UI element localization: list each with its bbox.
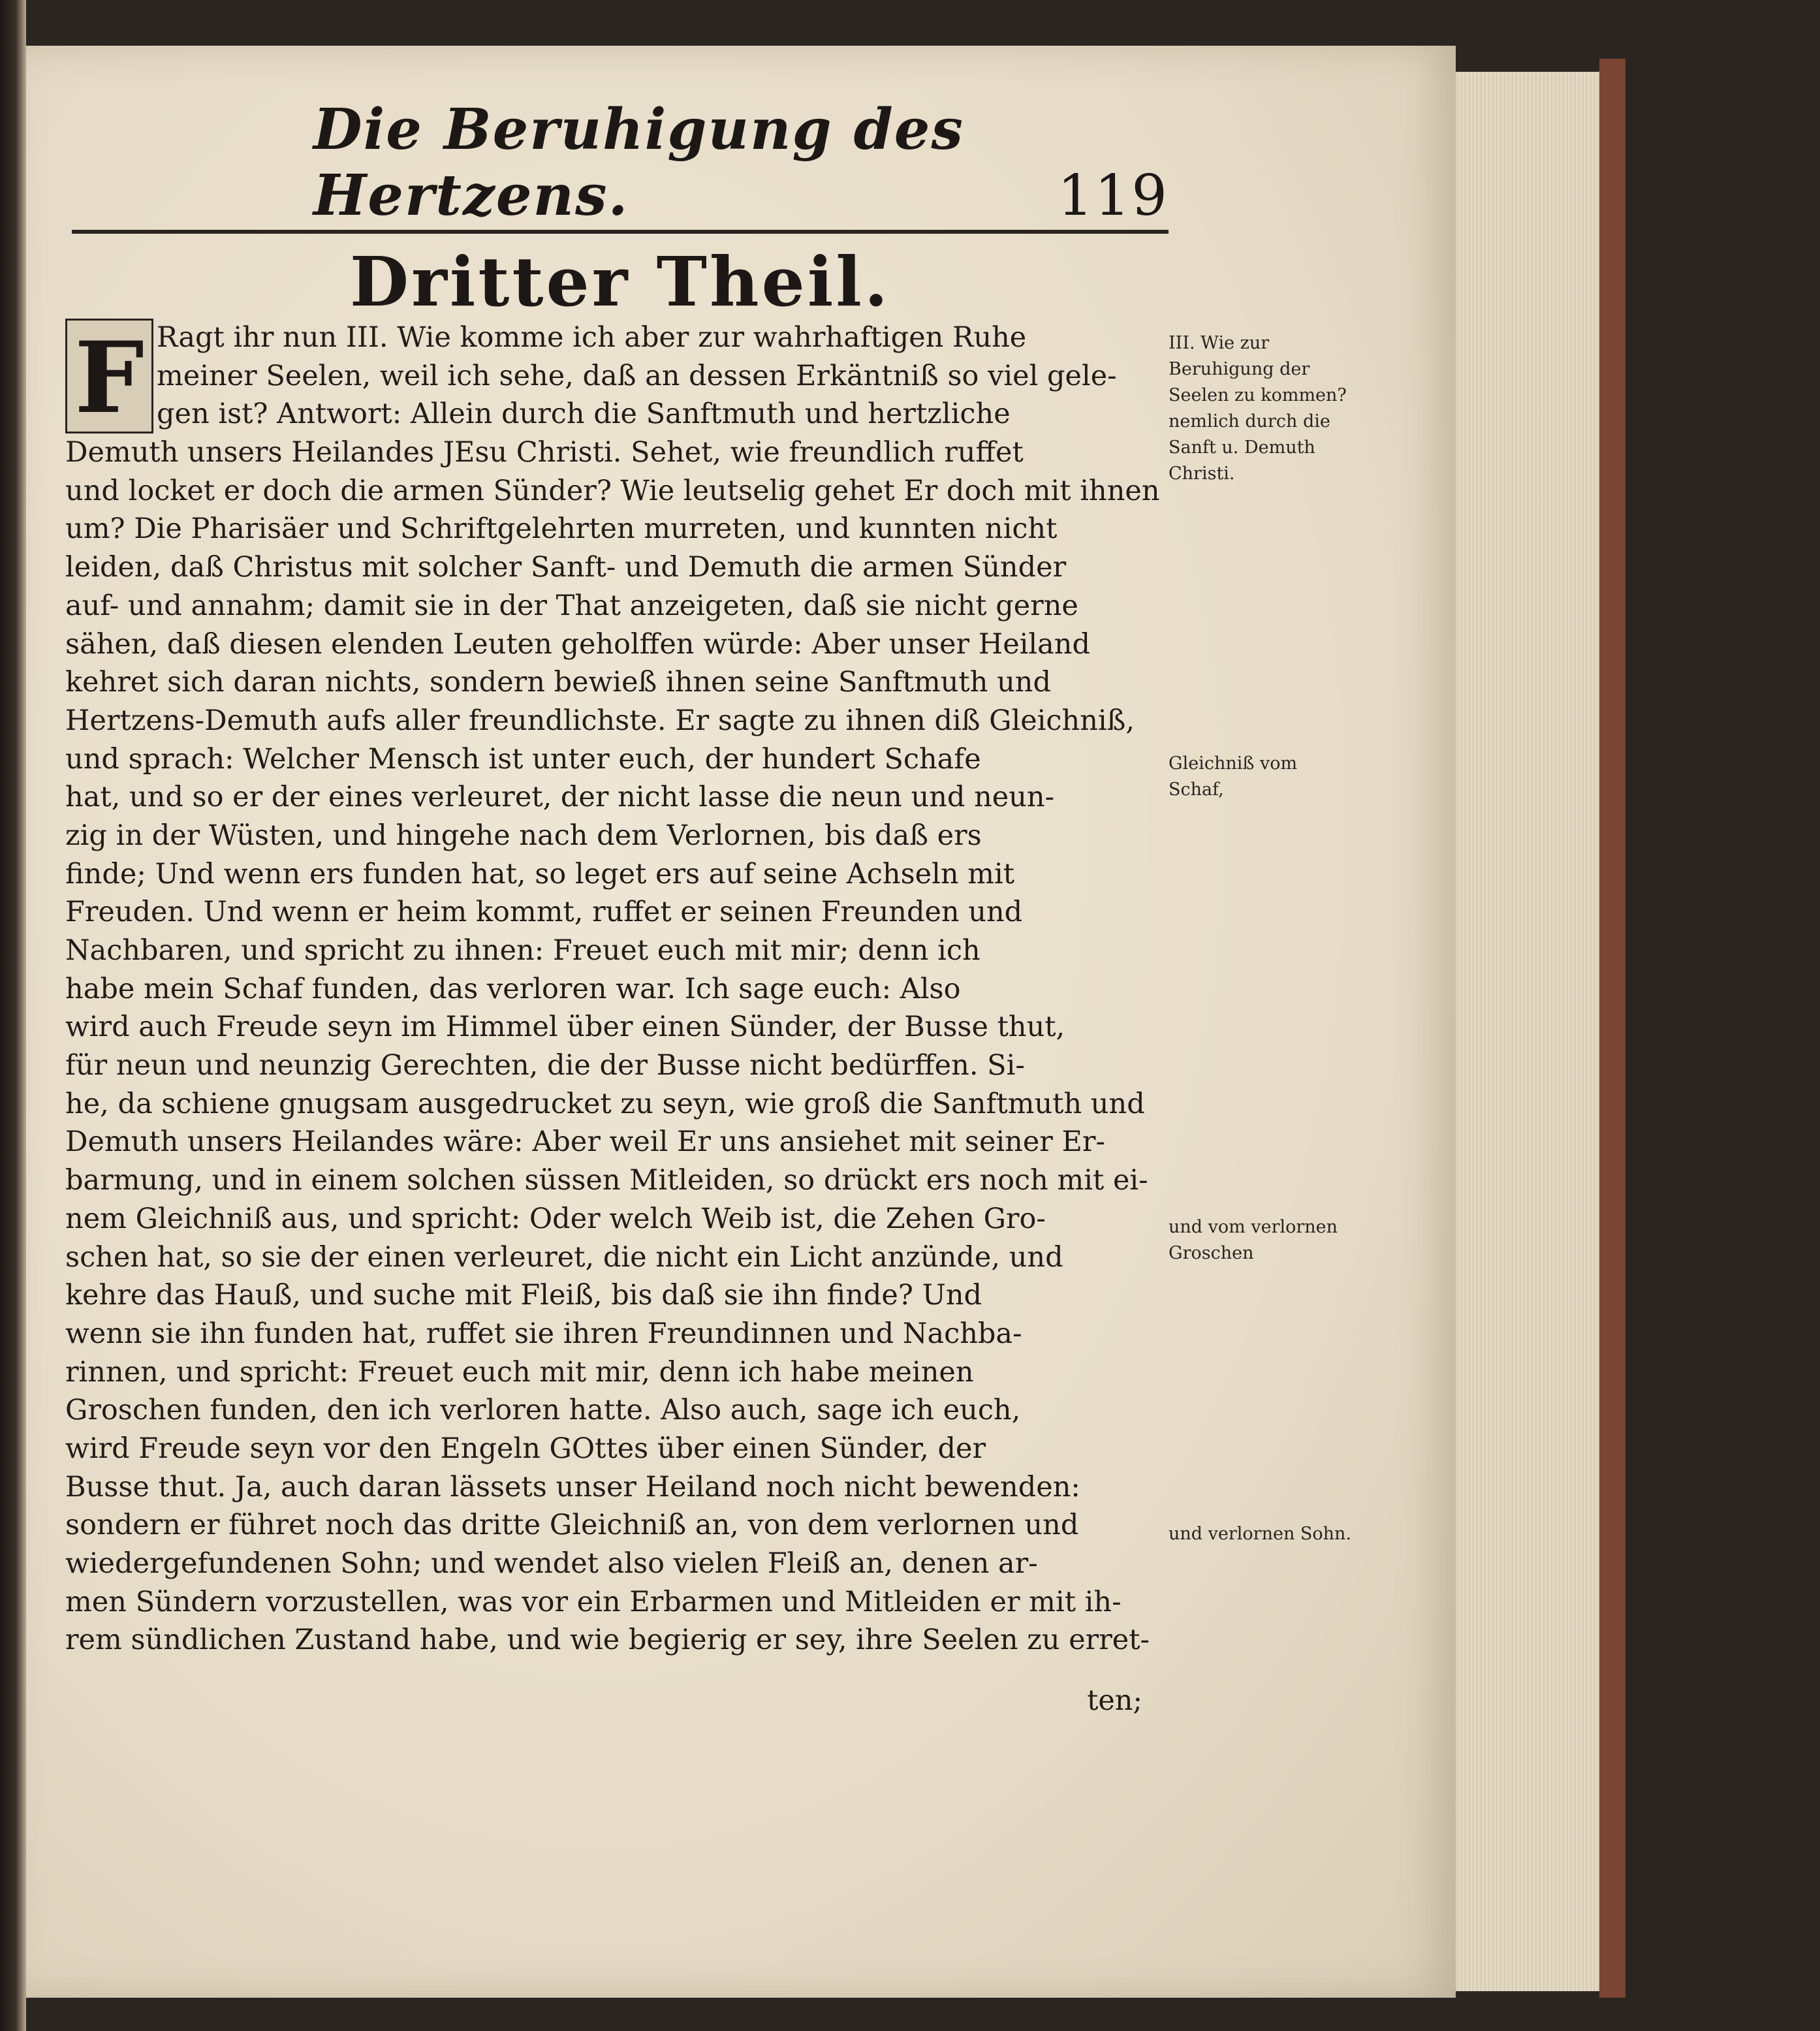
page-number: 119 [1057, 163, 1169, 228]
text-line: Demuth unsers Heilandes wäre: Aber weil Er uns ansiehet mit seiner Er- [65, 1126, 1105, 1159]
text-line: gen ist? Antwort: Allein durch die Sanftmuth und hertzliche [157, 398, 1011, 431]
text-line: Groschen funden, den ich verloren hatte. Also auch, sage ich euch, [65, 1394, 1021, 1427]
text-line: wiedergefundenen Sohn; und wendet also vielen Fleiß an, denen ar- [65, 1547, 1038, 1580]
section-title: Dritter Theil. [349, 242, 891, 322]
text-line: habe mein Schaf funden, das verloren war. Ich sage euch: Also [65, 972, 961, 1005]
margin-note-3: und vom verlornen Groschen [1169, 1217, 1338, 1263]
margin-note-2: Gleichniß vom Schaf, [1169, 753, 1298, 800]
text-line: sondern er führet noch das dritte Gleichniß an, von dem verlornen und [65, 1509, 1079, 1542]
body-text [65, 319, 1162, 1660]
text-line: Ragt ihr nun III. Wie komme ich aber zur wahrhaftigen Ruhe [157, 321, 1027, 354]
text-line: zig in der Wüsten, und hingehe nach dem Verlornen, bis daß ers [65, 819, 982, 852]
text-line: wenn sie ihn funden hat, ruffet sie ihren Freundinnen und Nachba- [65, 1317, 1022, 1350]
text-line: rinnen, und spricht: Freuet euch mit mir, denn ich habe meinen [65, 1355, 974, 1389]
text-line: Freuden. Und wenn er heim kommt, ruffet er seinen Freunden und [65, 896, 1023, 929]
text-line: barmung, und in einem solchen süssen Mitleiden, so drückt ers noch mit ei- [65, 1164, 1148, 1197]
text-line: kehre das Hauß, und suche mit Fleiß, bis daß sie ihn finde? Und [65, 1279, 982, 1312]
text-line: hat, und so er der eines verleuret, der nicht lasse die neun und neun- [65, 781, 1055, 814]
text-line: leiden, daß Christus mit solcher Sanft- und Demuth die armen Sünder [65, 551, 1067, 584]
text-line: wird Freude seyn vor den Engeln GOttes über einen Sünder, der [65, 1432, 986, 1465]
text-line: wird auch Freude seyn im Himmel über einen Sünder, der Busse thut, [65, 1011, 1065, 1044]
running-head [313, 97, 1169, 228]
page-block-edges [1456, 72, 1611, 1991]
text-line: he, da schiene gnugsam ausgedrucket zu seyn, wie groß die Sanftmuth und [65, 1087, 1145, 1120]
text-line: finde; Und wenn ers funden hat, so leget ers auf seine Achseln mit [65, 857, 1015, 890]
book-gutter-edge [0, 0, 26, 2031]
text-line: rem sündlichen Zustand habe, und wie begierig er sey, ihre Seelen zu erret- [65, 1624, 1150, 1657]
text-line: sähen, daß diesen elenden Leuten geholffen würde: Aber unser Heiland [65, 627, 1091, 661]
header-rule [72, 230, 1169, 234]
text-line: um? Die Pharisäer und Schriftgelehrten murreten, und kunnten nicht [65, 512, 1058, 546]
text-line: nem Gleichniß aus, und spricht: Oder welch Weib ist, die Zehen Gro- [65, 1202, 1046, 1235]
catchword: ten; [1087, 1684, 1142, 1717]
text-line: auf- und annahm; damit sie in der That anzeigeten, daß sie nicht gerne [65, 589, 1078, 622]
book-cover-edge [1599, 59, 1625, 1998]
text-line: Hertzens-Demuth aufs aller freundlichste. Er sagte zu ihnen diß Gleichniß, [65, 704, 1135, 737]
text-line: Busse thut. Ja, auch daran lässets unser Heiland noch nicht bewenden: [65, 1470, 1080, 1504]
text-line: schen hat, so sie der einen verleuret, die nicht ein Licht anzünde, und [65, 1240, 1063, 1274]
text-line: und sprach: Welcher Mensch ist unter euch, der hundert Schafe [65, 742, 981, 776]
text-line: Demuth unsers Heilandes JEsu Christi. Sehet, wie freundlich ruffet [65, 436, 1024, 469]
text-line: kehret sich daran nichts, sondern bewieß ihnen seine Sanftmuth und [65, 666, 1051, 699]
text-line: Nachbaren, und spricht zu ihnen: Freuet euch mit mir; denn ich [65, 934, 981, 967]
running-head-title: Die Beruhigung des Hertzens. [313, 97, 964, 228]
margin-note-4: und verlornen Sohn. [1169, 1524, 1352, 1544]
text-line: für neun und neunzig Gerechten, die der Busse nicht bedürffen. Si- [65, 1049, 1025, 1082]
text-line: und locket er doch die armen Sünder? Wie leutselig gehet Er doch mit ihnen [65, 474, 1160, 507]
text-line: meiner Seelen, weil ich sehe, daß an dessen Erkäntniß so viel gele- [157, 359, 1117, 392]
text-line: men Sündern vorzustellen, was vor ein Erbarmen und Mitleiden er mit ih- [65, 1585, 1122, 1618]
margin-note-1: III. Wie zur Beruhigung der Seelen zu kommen? nemlich durch die Sanft u. Demuth Christi. [1169, 333, 1347, 484]
decorated-initial: F [65, 319, 153, 433]
